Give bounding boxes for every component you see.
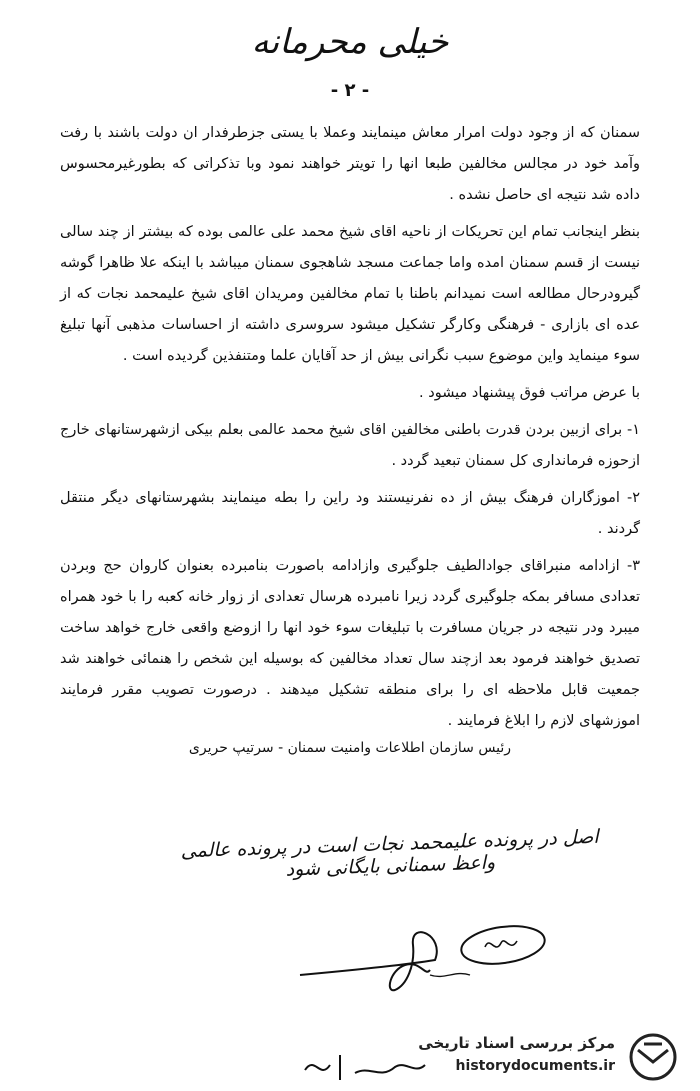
partial-signature xyxy=(300,1045,430,1085)
proposal-3: ۳- ازادامه منبراقای جوادالطیف جلوگیری وازادامه باصورت بنامبرده بعنوان کاروان حج وبردن تعدادی مسافر بمکه جلوگیری گردد زیرا نامبرده هرسال تعدادی از زوار خانه کعبه را با خود همراه میبرد ودر نتیجه در جریان مسافرت با تبلیغات سوء خود انها را ازوضع واقعی خارج خواهد ساخت تصدیق خواهند فرمود بعد ازچند سال تعداد مخالفین که بوسیله این شخص را هنمائی خواهند شد جمعیت قابل ملاحظه ای را برای منطقه تشکیل میدهند . درصورت تصویب مقرر فرمایند اموزشهای لازم را ابلاغ فرمایند . xyxy=(60,558,640,729)
paragraph-3: با عرض مراتب فوق پیشنهاد میشود . xyxy=(419,385,640,401)
watermark-url: historydocuments.ir xyxy=(455,1058,615,1074)
document-body xyxy=(60,118,640,743)
watermark-title: مرکز بررسی اسناد تاریخی xyxy=(418,1034,615,1052)
proposal-2: ۲- اموزگاران فرهنگ بیش از ده نفرنیستند ود راین را بطه مینمایند بشهرستانهای دیگر منتقل گردند . xyxy=(60,490,640,537)
paragraph-2: بنظر اینجانب تمام این تحریکات از ناحیه اقای شیخ محمد علی عالمی بوده که بیشتر از چند سالی نیست از قسم سمنان امده واما جماعت مسجد شاهجوی سمنان میباشد با اینکه علا ظاهرا گوشه گیرودرحال مطالعه است نمیدانم باطنا با تمام مخالفین ومریدان اقای شیخ علیمحمد نجات که از عده ای بازاری - فرهنگی وکارگر تشکیل میشود سروسری داشته از احساسات مذهبی آنها تبلیغ سوء مینماید واین موضوع سبب نگرانی بیش از حد آقایان علما ومتنفذین گردیده است . xyxy=(60,224,640,364)
signature-line: رئیس سازمان اطلاعات وامنیت سمنان - سرتیپ حریری xyxy=(188,740,512,756)
archive-logo-icon xyxy=(624,1032,682,1082)
page-number: - ۲ - xyxy=(330,80,370,101)
archive-watermark xyxy=(420,1030,690,1086)
paragraph-1: سمنان که از وجود دولت امرار معاش مینمایند وعملا با یستی جزطرفدار ان دولت باشند با رفت وآمد خود در مجالس مخالفین طبعا انها را تویتر خواهند نمود وبا تذکراتی که بطورغیرمحسوس داده شد نتیجه ای حاصل نشده . xyxy=(60,125,640,203)
handwritten-note: اصل در پرونده علیمحمد نجات است در پرونده عالمی واعظ سمنانی بایگانی شود xyxy=(180,825,599,881)
classification-title: خیلی محرمانه xyxy=(251,22,449,62)
proposal-1: ۱- برای ازبین بردن قدرت باطنی مخالفین اقای شیخ محمد عالمی بعلم بیکی ازشهرستانهای خارج ازحوزه فرمانداری کل سمنان تبعید گردد . xyxy=(60,422,640,469)
signature-scribble xyxy=(295,915,555,1015)
